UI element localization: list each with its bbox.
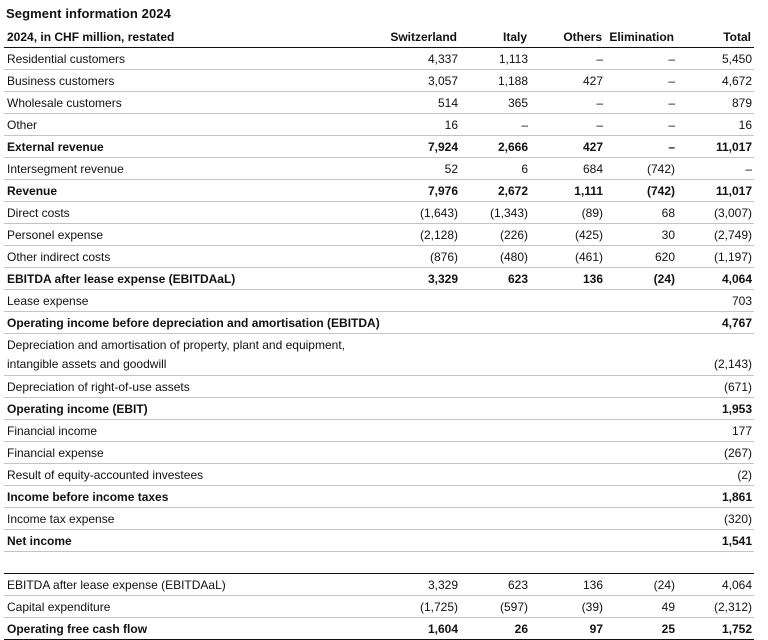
cell-value: 879: [677, 92, 754, 114]
cell-value: [605, 312, 677, 334]
cell-value: 6: [460, 158, 530, 180]
cell-value: –: [460, 114, 530, 136]
cell-value: 623: [460, 268, 530, 290]
cell-value: 1,604: [360, 618, 460, 640]
cell-value: (3,007): [677, 202, 754, 224]
row-label: Wholesale customers: [4, 92, 360, 114]
row-label: Other indirect costs: [4, 246, 360, 268]
cell-value: [530, 442, 605, 464]
cell-value: 620: [605, 246, 677, 268]
row-label: Lease expense: [4, 290, 360, 312]
cell-value: 1,113: [460, 48, 530, 70]
table-row: [4, 618, 754, 640]
table-row: [4, 486, 754, 508]
cell-value: (876): [360, 246, 460, 268]
cell-value: 514: [360, 92, 460, 114]
cell-value: 25: [605, 618, 677, 640]
cell-value: 177: [677, 420, 754, 442]
cell-value: 97: [530, 618, 605, 640]
cell-value: (2,312): [677, 596, 754, 618]
cell-value: [530, 334, 605, 376]
table-row: [4, 224, 754, 246]
table-row: [4, 464, 754, 486]
cell-value: 1,752: [677, 618, 754, 640]
cell-value: [460, 398, 530, 420]
cell-value: 1,861: [677, 486, 754, 508]
cell-value: [605, 508, 677, 530]
cell-value: 365: [460, 92, 530, 114]
cell-value: [360, 420, 460, 442]
cell-value: [605, 442, 677, 464]
cell-value: [460, 508, 530, 530]
cell-value: [460, 376, 530, 398]
row-label: Financial income: [4, 420, 360, 442]
cell-value: (1,197): [677, 246, 754, 268]
cell-value: [605, 420, 677, 442]
cell-value: [360, 290, 460, 312]
cell-value: 2,672: [460, 180, 530, 202]
table-row: [4, 158, 754, 180]
row-label: Intersegment revenue: [4, 158, 360, 180]
cell-value: [360, 508, 460, 530]
cell-value: [460, 334, 530, 376]
cell-value: –: [530, 114, 605, 136]
cell-value: (2,128): [360, 224, 460, 246]
row-label: Personel expense: [4, 224, 360, 246]
row-label: EBITDA after lease expense (EBITDAaL): [4, 268, 360, 290]
table-row: [4, 530, 754, 552]
header-cell: Italy: [460, 26, 530, 48]
cell-value: (597): [460, 596, 530, 618]
cell-value: –: [605, 48, 677, 70]
table-row: [4, 114, 754, 136]
cell-value: [360, 334, 460, 376]
header-cell: 2024, in CHF million, restated: [4, 26, 360, 48]
row-label: Operating free cash flow: [4, 618, 360, 640]
cell-value: [360, 486, 460, 508]
cell-value: [360, 464, 460, 486]
cell-value: 7,924: [360, 136, 460, 158]
cell-value: (24): [605, 268, 677, 290]
table-row: [4, 202, 754, 224]
cell-value: 26: [460, 618, 530, 640]
cell-value: (742): [605, 180, 677, 202]
cell-value: 1,111: [530, 180, 605, 202]
cell-value: 3,057: [360, 70, 460, 92]
table-row: [4, 312, 754, 334]
page-title: Segment information 2024: [6, 6, 171, 21]
cell-value: –: [605, 92, 677, 114]
cell-value: 4,672: [677, 70, 754, 92]
cell-value: [530, 312, 605, 334]
cell-value: (320): [677, 508, 754, 530]
table-row: [4, 420, 754, 442]
table-row: [4, 70, 754, 92]
cell-value: (226): [460, 224, 530, 246]
row-label: Income tax expense: [4, 508, 360, 530]
cell-value: 136: [530, 268, 605, 290]
header-cell: Switzerland: [360, 26, 460, 48]
cell-value: 49: [605, 596, 677, 618]
table-row: [4, 574, 754, 596]
cell-value: 30: [605, 224, 677, 246]
cell-value: [360, 442, 460, 464]
cell-value: 136: [530, 574, 605, 596]
cell-value: (671): [677, 376, 754, 398]
spacer-cell: [460, 552, 530, 574]
cell-value: [460, 420, 530, 442]
row-label: Revenue: [4, 180, 360, 202]
table-body: [4, 48, 754, 640]
cell-value: 4,064: [677, 574, 754, 596]
row-label: Capital expenditure: [4, 596, 360, 618]
cell-value: 427: [530, 70, 605, 92]
cell-value: 1,953: [677, 398, 754, 420]
table-row: [4, 398, 754, 420]
table-row: [4, 376, 754, 398]
cell-value: (39): [530, 596, 605, 618]
row-label: External revenue: [4, 136, 360, 158]
row-label: Direct costs: [4, 202, 360, 224]
cell-value: (2): [677, 464, 754, 486]
table-row: [4, 246, 754, 268]
cell-value: 703: [677, 290, 754, 312]
cell-value: [360, 530, 460, 552]
cell-value: 5,450: [677, 48, 754, 70]
cell-value: [530, 420, 605, 442]
cell-value: [605, 334, 677, 376]
header-cell: Total: [677, 26, 754, 48]
cell-value: [360, 376, 460, 398]
cell-value: –: [530, 92, 605, 114]
cell-value: (480): [460, 246, 530, 268]
table-row: [4, 92, 754, 114]
cell-value: 623: [460, 574, 530, 596]
cell-value: –: [530, 48, 605, 70]
cell-value: [530, 508, 605, 530]
cell-value: (1,725): [360, 596, 460, 618]
cell-value: 427: [530, 136, 605, 158]
cell-value: [605, 398, 677, 420]
table-row: [4, 136, 754, 158]
spacer-cell: [677, 552, 754, 574]
row-label: Residential customers: [4, 48, 360, 70]
cell-value: 11,017: [677, 180, 754, 202]
cell-value: 1,541: [677, 530, 754, 552]
row-label: Business customers: [4, 70, 360, 92]
cell-value: 2,666: [460, 136, 530, 158]
cell-value: (2,749): [677, 224, 754, 246]
cell-value: [605, 290, 677, 312]
cell-value: [605, 530, 677, 552]
spacer-cell: [605, 552, 677, 574]
row-label: Other: [4, 114, 360, 136]
spacer-row: [4, 552, 754, 574]
table-header-row: [4, 26, 754, 48]
cell-value: [530, 290, 605, 312]
cell-value: –: [677, 158, 754, 180]
cell-value: 4,767: [677, 312, 754, 334]
cell-value: [605, 464, 677, 486]
cell-value: [605, 376, 677, 398]
cell-value: (267): [677, 442, 754, 464]
header-cell: Elimination: [605, 26, 677, 48]
table-row: [4, 290, 754, 312]
cell-value: 4,337: [360, 48, 460, 70]
table-row: [4, 48, 754, 70]
cell-value: (2,143): [677, 334, 754, 376]
cell-value: 7,976: [360, 180, 460, 202]
cell-value: [530, 530, 605, 552]
row-label: Financial expense: [4, 442, 360, 464]
segment-table: [4, 26, 754, 640]
cell-value: (742): [605, 158, 677, 180]
cell-value: [460, 464, 530, 486]
header-cell: Others: [530, 26, 605, 48]
cell-value: 3,329: [360, 268, 460, 290]
row-label: Operating income before depreciation and amortisation (EBITDA): [4, 312, 360, 334]
cell-value: [530, 398, 605, 420]
cell-value: [460, 312, 530, 334]
spacer-cell: [4, 552, 360, 574]
row-label: Net income: [4, 530, 360, 552]
cell-value: [460, 530, 530, 552]
cell-value: 16: [360, 114, 460, 136]
row-label: Depreciation of right-of-use assets: [4, 376, 360, 398]
cell-value: –: [605, 70, 677, 92]
table-row: [4, 596, 754, 618]
cell-value: [530, 376, 605, 398]
cell-value: [460, 290, 530, 312]
cell-value: [460, 442, 530, 464]
cell-value: [530, 464, 605, 486]
table-row: [4, 334, 754, 376]
cell-value: –: [605, 136, 677, 158]
cell-value: [530, 486, 605, 508]
row-label: EBITDA after lease expense (EBITDAaL): [4, 574, 360, 596]
spacer-cell: [360, 552, 460, 574]
table-row: [4, 180, 754, 202]
cell-value: [360, 398, 460, 420]
cell-value: 1,188: [460, 70, 530, 92]
cell-value: 3,329: [360, 574, 460, 596]
table-row: [4, 508, 754, 530]
cell-value: [460, 486, 530, 508]
cell-value: [605, 486, 677, 508]
row-label: Operating income (EBIT): [4, 398, 360, 420]
cell-value: (1,643): [360, 202, 460, 224]
row-label: Depreciation and amortisation of property, plant and equipment, intangible assets and goodwill: [4, 334, 360, 376]
cell-value: 684: [530, 158, 605, 180]
row-label: Result of equity-accounted investees: [4, 464, 360, 486]
cell-value: (425): [530, 224, 605, 246]
spacer-cell: [530, 552, 605, 574]
cell-value: (461): [530, 246, 605, 268]
cell-value: (89): [530, 202, 605, 224]
cell-value: 11,017: [677, 136, 754, 158]
table-row: [4, 268, 754, 290]
row-label: Income before income taxes: [4, 486, 360, 508]
table-row: [4, 442, 754, 464]
cell-value: 68: [605, 202, 677, 224]
cell-value: 4,064: [677, 268, 754, 290]
cell-value: 52: [360, 158, 460, 180]
cell-value: (24): [605, 574, 677, 596]
cell-value: –: [605, 114, 677, 136]
cell-value: 16: [677, 114, 754, 136]
cell-value: (1,343): [460, 202, 530, 224]
